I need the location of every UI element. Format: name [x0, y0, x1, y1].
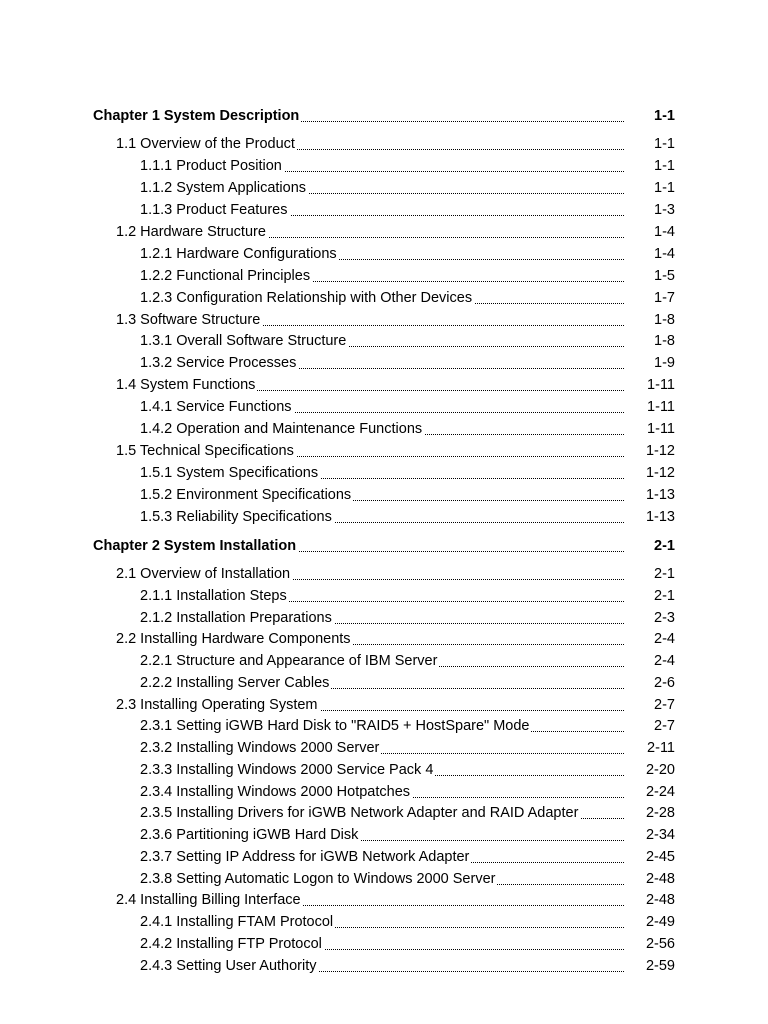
toc-subsection-entry[interactable] — [0, 287, 768, 309]
toc-page-number: 2-20 — [645, 761, 675, 778]
toc-entry-title — [140, 396, 624, 418]
toc-subsection-entry[interactable] — [0, 330, 768, 352]
toc-entry-title — [140, 933, 624, 955]
toc-subsection-entry[interactable] — [0, 155, 768, 177]
toc-entry-text: 1.2.2 Functional Principles — [140, 267, 311, 284]
toc-entry-title — [116, 889, 624, 911]
toc-subsection-entry[interactable] — [0, 911, 768, 933]
toc-entry-text: 2.3.8 Setting Automatic Logon to Windows 2000 Server — [140, 870, 496, 887]
toc-page-number: 1-7 — [654, 289, 675, 306]
toc-entry-text: 1.2.1 Hardware Configurations — [140, 245, 337, 262]
toc-entry-text: 2.2.1 Structure and Appearance of IBM Server — [140, 653, 438, 669]
toc-section-entry[interactable] — [0, 221, 768, 243]
toc-entry-title — [140, 650, 624, 672]
toc-entry-text: 2.4.3 Setting User Authority — [140, 957, 317, 974]
toc-entry-text: 2.4 Installing Billing Interface — [116, 892, 301, 909]
toc-entry-text: 2.3 Installing Operating System — [116, 696, 318, 713]
toc-entry-text: 2.3.4 Installing Windows 2000 Hotpatches — [140, 783, 411, 800]
toc-entry-text: 1.5.3 Reliability Specifications — [140, 508, 332, 525]
toc-entry-title — [140, 199, 624, 221]
toc-page-number: 2-59 — [645, 957, 675, 974]
toc-entry-text: 1.1 Overview of the Product — [116, 136, 295, 152]
toc-subsection-entry[interactable] — [0, 352, 768, 374]
toc-subsection-entry[interactable] — [0, 672, 768, 694]
toc-page-number: 1-13 — [645, 508, 675, 525]
toc-page-number: 1-1 — [654, 179, 675, 196]
toc-page-number: 2-48 — [645, 870, 675, 887]
toc-entry-title — [140, 868, 624, 890]
toc-entry-title — [116, 440, 624, 462]
toc-section-entry[interactable] — [0, 694, 768, 716]
toc-subsection-entry[interactable] — [0, 824, 768, 846]
toc-subsection-entry[interactable] — [0, 846, 768, 868]
toc-subsection-entry[interactable] — [0, 418, 768, 440]
toc-subsection-entry[interactable] — [0, 506, 768, 528]
toc-entry-title — [140, 781, 624, 803]
toc-subsection-entry[interactable] — [0, 607, 768, 629]
toc-page-number: 1-11 — [647, 399, 675, 416]
toc-subsection-entry[interactable] — [0, 462, 768, 484]
toc-section-entry[interactable] — [0, 563, 768, 585]
toc-entry-title — [140, 177, 624, 199]
toc-subsection-entry[interactable] — [0, 759, 768, 781]
toc-entry-text: 1.1.1 Product Position — [140, 157, 282, 174]
toc-page-number: 2-1 — [654, 538, 675, 554]
toc-entry-title — [140, 352, 624, 374]
toc-page-number: 1-11 — [647, 377, 675, 394]
toc-subsection-entry[interactable] — [0, 396, 768, 418]
toc-entry-text: 2.1.2 Installation Preparations — [140, 609, 332, 626]
toc-entry-title — [116, 221, 624, 243]
toc-entry-title — [140, 715, 624, 737]
toc-entry-title — [140, 824, 624, 846]
toc-page-number: 1-9 — [654, 355, 675, 372]
toc-entry-text: 2.2.2 Installing Server Cables — [140, 674, 330, 691]
toc-page-number: 2-28 — [645, 805, 675, 822]
toc-entry-title — [140, 484, 624, 506]
toc-section-entry[interactable] — [0, 628, 768, 650]
toc-page-number: 1-3 — [654, 201, 675, 218]
toc-page-number: 1-4 — [654, 245, 675, 262]
toc-entry-title — [116, 133, 624, 155]
toc-page-number: 2-34 — [645, 827, 675, 843]
toc-entry-text: 2.3.6 Partitioning iGWB Hard Disk — [140, 827, 359, 843]
toc-page-number: 2-7 — [654, 718, 675, 735]
toc-entry-title — [140, 418, 624, 440]
toc-page-number: 2-45 — [645, 848, 675, 865]
toc-chapter-entry[interactable] — [0, 535, 768, 557]
toc-entry-text: Chapter 2 System Installation — [93, 538, 297, 554]
toc-entry-title — [140, 846, 624, 868]
toc-page-number: 1-13 — [645, 487, 675, 504]
toc-entry-title — [116, 563, 624, 585]
toc-entry-text: 1.2.3 Configuration Relationship with Other Devices — [140, 289, 473, 306]
toc-entry-text: 2.2 Installing Hardware Components — [116, 631, 351, 648]
toc-page-number: 2-6 — [654, 674, 675, 691]
toc-entry-title — [140, 585, 624, 607]
toc-entry-title — [140, 462, 624, 484]
toc-subsection-entry[interactable] — [0, 802, 768, 824]
toc-entry-text: 2.1.1 Installation Steps — [140, 587, 287, 604]
toc-subsection-entry[interactable] — [0, 199, 768, 221]
toc-entry-title — [140, 243, 624, 265]
toc-entry-title — [140, 265, 624, 287]
toc-subsection-entry[interactable] — [0, 933, 768, 955]
toc-entry-text: 2.3.3 Installing Windows 2000 Service Pack 4 — [140, 761, 434, 778]
toc-subsection-entry[interactable] — [0, 781, 768, 803]
toc-entry-text: 1.5.1 System Specifications — [140, 465, 319, 482]
toc-entry-text: 1.3 Software Structure — [116, 311, 261, 328]
toc-entry-text: 1.5 Technical Specifications — [116, 443, 294, 460]
toc-entry-title — [140, 330, 624, 352]
toc-subsection-entry[interactable] — [0, 265, 768, 287]
toc-section-entry[interactable] — [0, 309, 768, 331]
toc-page-number: 2-3 — [654, 609, 675, 626]
toc-entry-text: 1.2 Hardware Structure — [116, 223, 266, 240]
toc-entry-title — [140, 802, 624, 824]
toc-page-number: 2-24 — [645, 783, 675, 800]
toc-page-number: 1-5 — [654, 267, 675, 284]
toc-chapter-entry[interactable] — [0, 105, 768, 127]
toc-subsection-entry[interactable] — [0, 650, 768, 672]
toc-page-number: 1-1 — [654, 157, 675, 174]
toc-page-number: 1-12 — [645, 465, 675, 482]
toc-entry-title — [116, 309, 624, 331]
toc-entry-title — [140, 955, 624, 977]
toc-section-entry[interactable] — [0, 374, 768, 396]
toc-entry-text: 2.3.7 Setting IP Address for iGWB Network Adapter — [140, 848, 470, 865]
toc-entry-title — [140, 911, 624, 933]
toc-entry-text: 1.3.2 Service Processes — [140, 355, 297, 372]
toc-page-number: 2-49 — [645, 914, 675, 930]
toc-entry-text: 1.5.2 Environment Specifications — [140, 487, 352, 504]
toc-subsection-entry[interactable] — [0, 243, 768, 265]
toc-entry-title — [93, 105, 624, 127]
toc-page-number: 2-4 — [654, 631, 675, 648]
toc-page-number: 2-11 — [647, 740, 675, 756]
toc-entry-title — [93, 535, 624, 557]
toc-entry-text: 1.4.1 Service Functions — [140, 399, 292, 416]
toc-entry-text: 1.3.1 Overall Software Structure — [140, 333, 347, 350]
toc-entry-title — [140, 737, 624, 759]
toc-subsection-entry[interactable] — [0, 585, 768, 607]
toc-section-entry[interactable] — [0, 889, 768, 911]
toc-page-number: 2-1 — [654, 566, 675, 582]
toc-page-number: 2-7 — [654, 696, 675, 713]
toc-subsection-entry[interactable] — [0, 868, 768, 890]
toc-page-number: 1-1 — [654, 136, 675, 152]
toc-page-number: 2-4 — [654, 653, 675, 669]
toc-entry-title — [140, 759, 624, 781]
toc-page-number: 1-8 — [654, 311, 675, 328]
toc-entry-text: 2.4.1 Installing FTAM Protocol — [140, 914, 334, 930]
toc-entry-text: 1.1.3 Product Features — [140, 201, 288, 218]
toc-page-number: 1-4 — [654, 223, 675, 240]
toc-entry-title — [140, 287, 624, 309]
toc-entry-text: 2.1 Overview of Installation — [116, 566, 291, 582]
toc-entry-title — [140, 672, 624, 694]
toc-page-number: 2-56 — [645, 935, 675, 952]
toc-entry-title — [140, 607, 624, 629]
toc-subsection-entry[interactable] — [0, 737, 768, 759]
toc-entry-title — [140, 506, 624, 528]
toc-entry-text: 2.3.1 Setting iGWB Hard Disk to "RAID5 + HostSpare" Mode — [140, 718, 530, 735]
toc-section-entry[interactable] — [0, 440, 768, 462]
toc-entry-title — [116, 694, 624, 716]
toc-entry-text: 1.4 System Functions — [116, 377, 256, 394]
toc-page-number: 1-12 — [645, 443, 675, 460]
toc-entry-text: 2.3.2 Installing Windows 2000 Server — [140, 740, 380, 756]
toc-subsection-entry[interactable] — [0, 484, 768, 506]
toc-page-number: 1-8 — [654, 333, 675, 350]
toc-entry-text: 1.1.2 System Applications — [140, 179, 307, 196]
toc-page-number: 1-1 — [654, 108, 675, 124]
toc-entry-text: 2.3.5 Installing Drivers for iGWB Network Adapter and RAID Adapter — [140, 805, 579, 822]
toc-subsection-entry[interactable] — [0, 715, 768, 737]
toc-page-number: 2-1 — [654, 587, 675, 604]
toc-entry-text: 2.4.2 Installing FTP Protocol — [140, 935, 322, 952]
toc-entry-text: Chapter 1 System Description — [93, 108, 300, 124]
toc-page-number: 1-11 — [647, 421, 675, 438]
toc-entry-title — [116, 628, 624, 650]
toc-section-entry[interactable] — [0, 133, 768, 155]
toc-subsection-entry[interactable] — [0, 955, 768, 977]
toc-entry-text: 1.4.2 Operation and Maintenance Functions — [140, 421, 423, 438]
toc-entry-title — [116, 374, 624, 396]
toc-page-number: 2-48 — [645, 892, 675, 909]
toc-entry-title — [140, 155, 624, 177]
toc-subsection-entry[interactable] — [0, 177, 768, 199]
